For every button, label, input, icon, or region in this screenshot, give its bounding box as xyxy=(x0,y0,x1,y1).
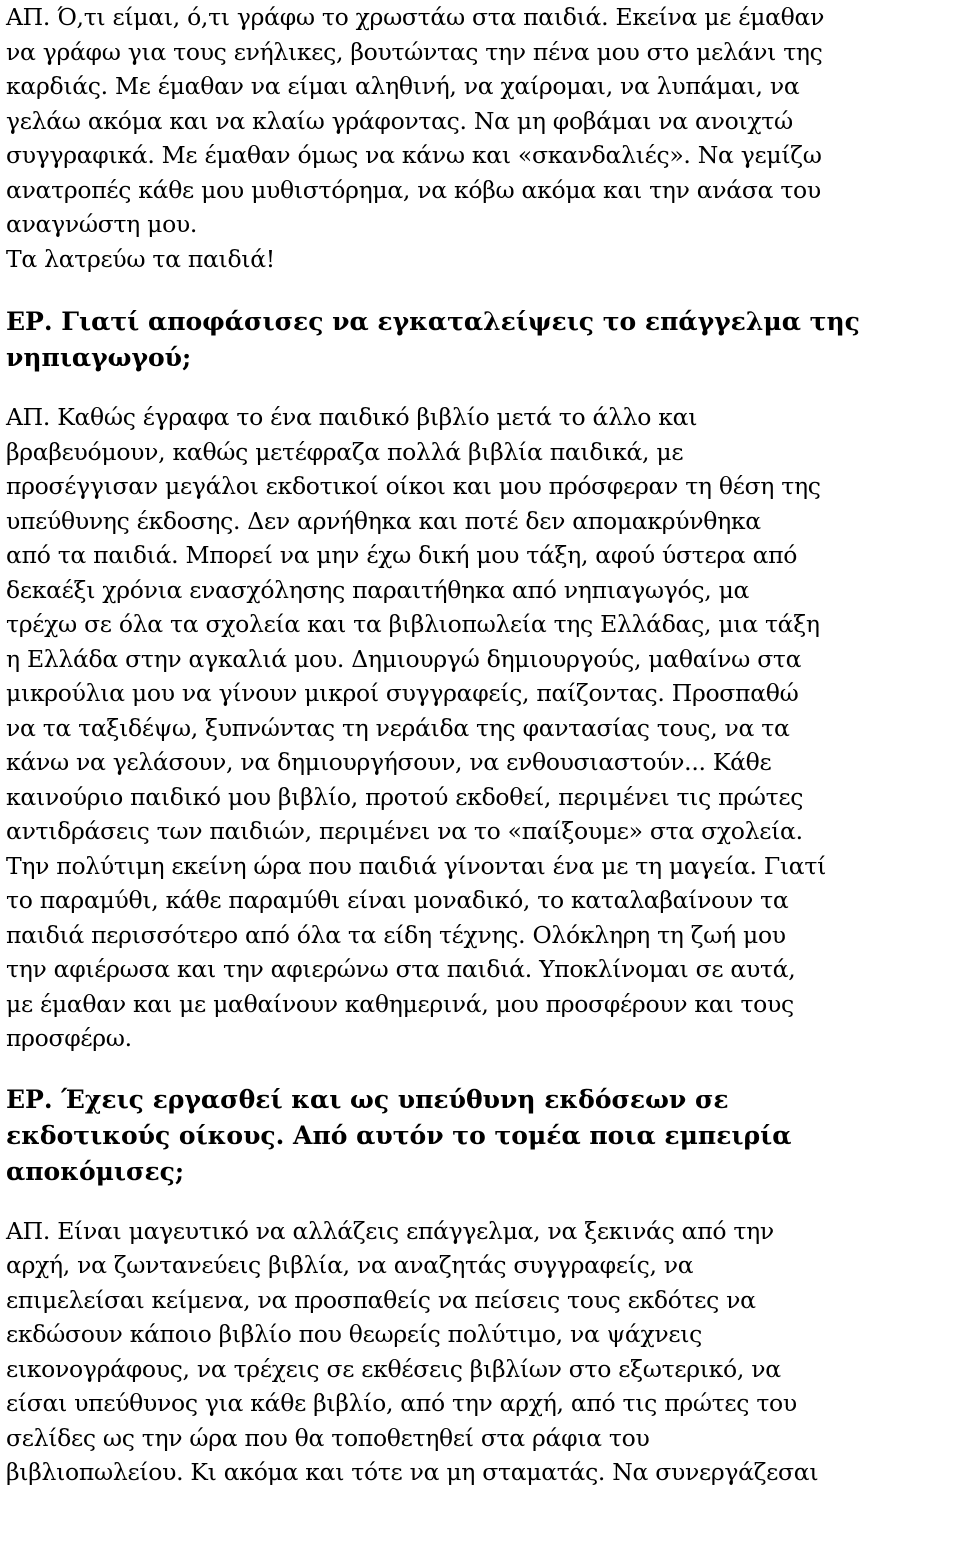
interview-document xyxy=(6,0,956,1490)
answer-paragraph-2: ΑΠ. Καθώς έγραφα το ένα παιδικό βιβλίο μετά το άλλο και βραβευόμουν, καθώς μετέφραζα πολλά βιβλία παιδικά, με προσέγγισαν μεγάλοι εκδοτικοί οίκοι και μου πρόσφεραν τη θέση της υπεύθυνης έκδοσης. Δεν αρνήθηκα και ποτέ δεν απομακρύνθηκα από τα παιδιά. Μπορεί να μην έχω δική μου τάξη, αφού ύστερα από δεκαέξι χρόνια ενασχόλησης παραιτήθηκα από νηπιαγωγός, μα τρέχω σε όλα τα σχολεία και τα βιβλιοπωλεία της Ελλάδας, μια τάξη η Ελλάδα στην αγκαλιά μου. Δημιουργώ δημιουργούς, μαθαίνω στα μικρούλια μου να γίνουν μικροί συγγραφείς, παίζοντας. Προσπαθώ να τα ταξιδέψω, ξυπνώντας τη νεράιδα της φαντασίας τους, να τα κάνω να γελάσουν, να δημιουργήσουν, να ενθουσιαστούν... Κάθε καινούριο παιδικό μου βιβλίο, προτού εκδοθεί, περιμένει τις πρώτες αντιδράσεις των παιδιών, περιμένει να το «παίξουμε» στα σχολεία. Την πολύτιμη εκείνη ώρα που παιδιά γίνονται ένα με τη μαγεία. Γιατί το παραμύθι, κάθε παραμύθι είναι μοναδικό, το καταλαβαίνουν τα παιδιά περισσότερο από όλα τα είδη τέχνης. Ολόκληρη τη ζωή μου την αφιέρωσα και την αφιερώνω στα παιδιά. Υποκλίνομαι σε αυτά, με έμαθαν και με μαθαίνουν καθημερινά, μου προσφέρουν και τους προσφέρω. xyxy=(6,403,826,1052)
answer-paragraph-1: ΑΠ. Ό,τι είμαι, ό,τι γράφω το χρωστάω στα παιδιά. Εκείνα με έμαθαν να γράφω για τους ενήλικες, βουτώντας την πένα μου στο μελάνι της καρδιάς. Με έμαθαν να είμαι αληθινή, να χαίρομαι, να λυπάμαι, να γελάω ακόμα και να κλαίω γράφοντας. Να μη φοβάμαι να ανοιχτώ συγγραφικά. Με έμαθαν όμως να κάνω και «σκανδαλιές». Να γεμίζω ανατροπές κάθε μου μυθιστόρημα, να κόβω ακόμα και την ανάσα του αναγνώστη μου. Τα λατρεύω τα παιδιά! xyxy=(6,3,825,273)
answer-paragraph-3: ΑΠ. Είναι μαγευτικό να αλλάζεις επάγγελμα, να ξεκινάς από την αρχή, να ζωντανεύεις βιβλία, να αναζητάς συγγραφείς, να επιμελείσαι κείμενα, να προσπαθείς να πείσεις τους εκδότες να εκδώσουν κάποιο βιβλίο που θεωρείς πολύτιμο, να ψάχνεις εικονογράφους, να τρέχεις σε εκθέσεις βιβλίων στο εξωτερικό, να είσαι υπεύθυνος για κάθε βιβλίο, από την αρχή, από τις πρώτες του σελίδες ως την ώρα που θα τοποθετηθεί στα ράφια του βιβλιοπωλείου. Κι ακόμα και τότε να μη σταματάς. Να συνεργάζεσαι xyxy=(6,1216,819,1486)
question-heading-3: ΕΡ. Έχεις εργασθεί και ως υπεύθυνη εκδόσεων σε εκδοτικούς οίκους. Από αυτόν το τομέα ποια εμπειρία αποκόμισες; xyxy=(6,1084,792,1186)
question-heading-2: ΕΡ. Γιατί αποφάσισες να εγκαταλείψεις το επάγγελμα της νηπιαγωγού; xyxy=(6,307,860,372)
